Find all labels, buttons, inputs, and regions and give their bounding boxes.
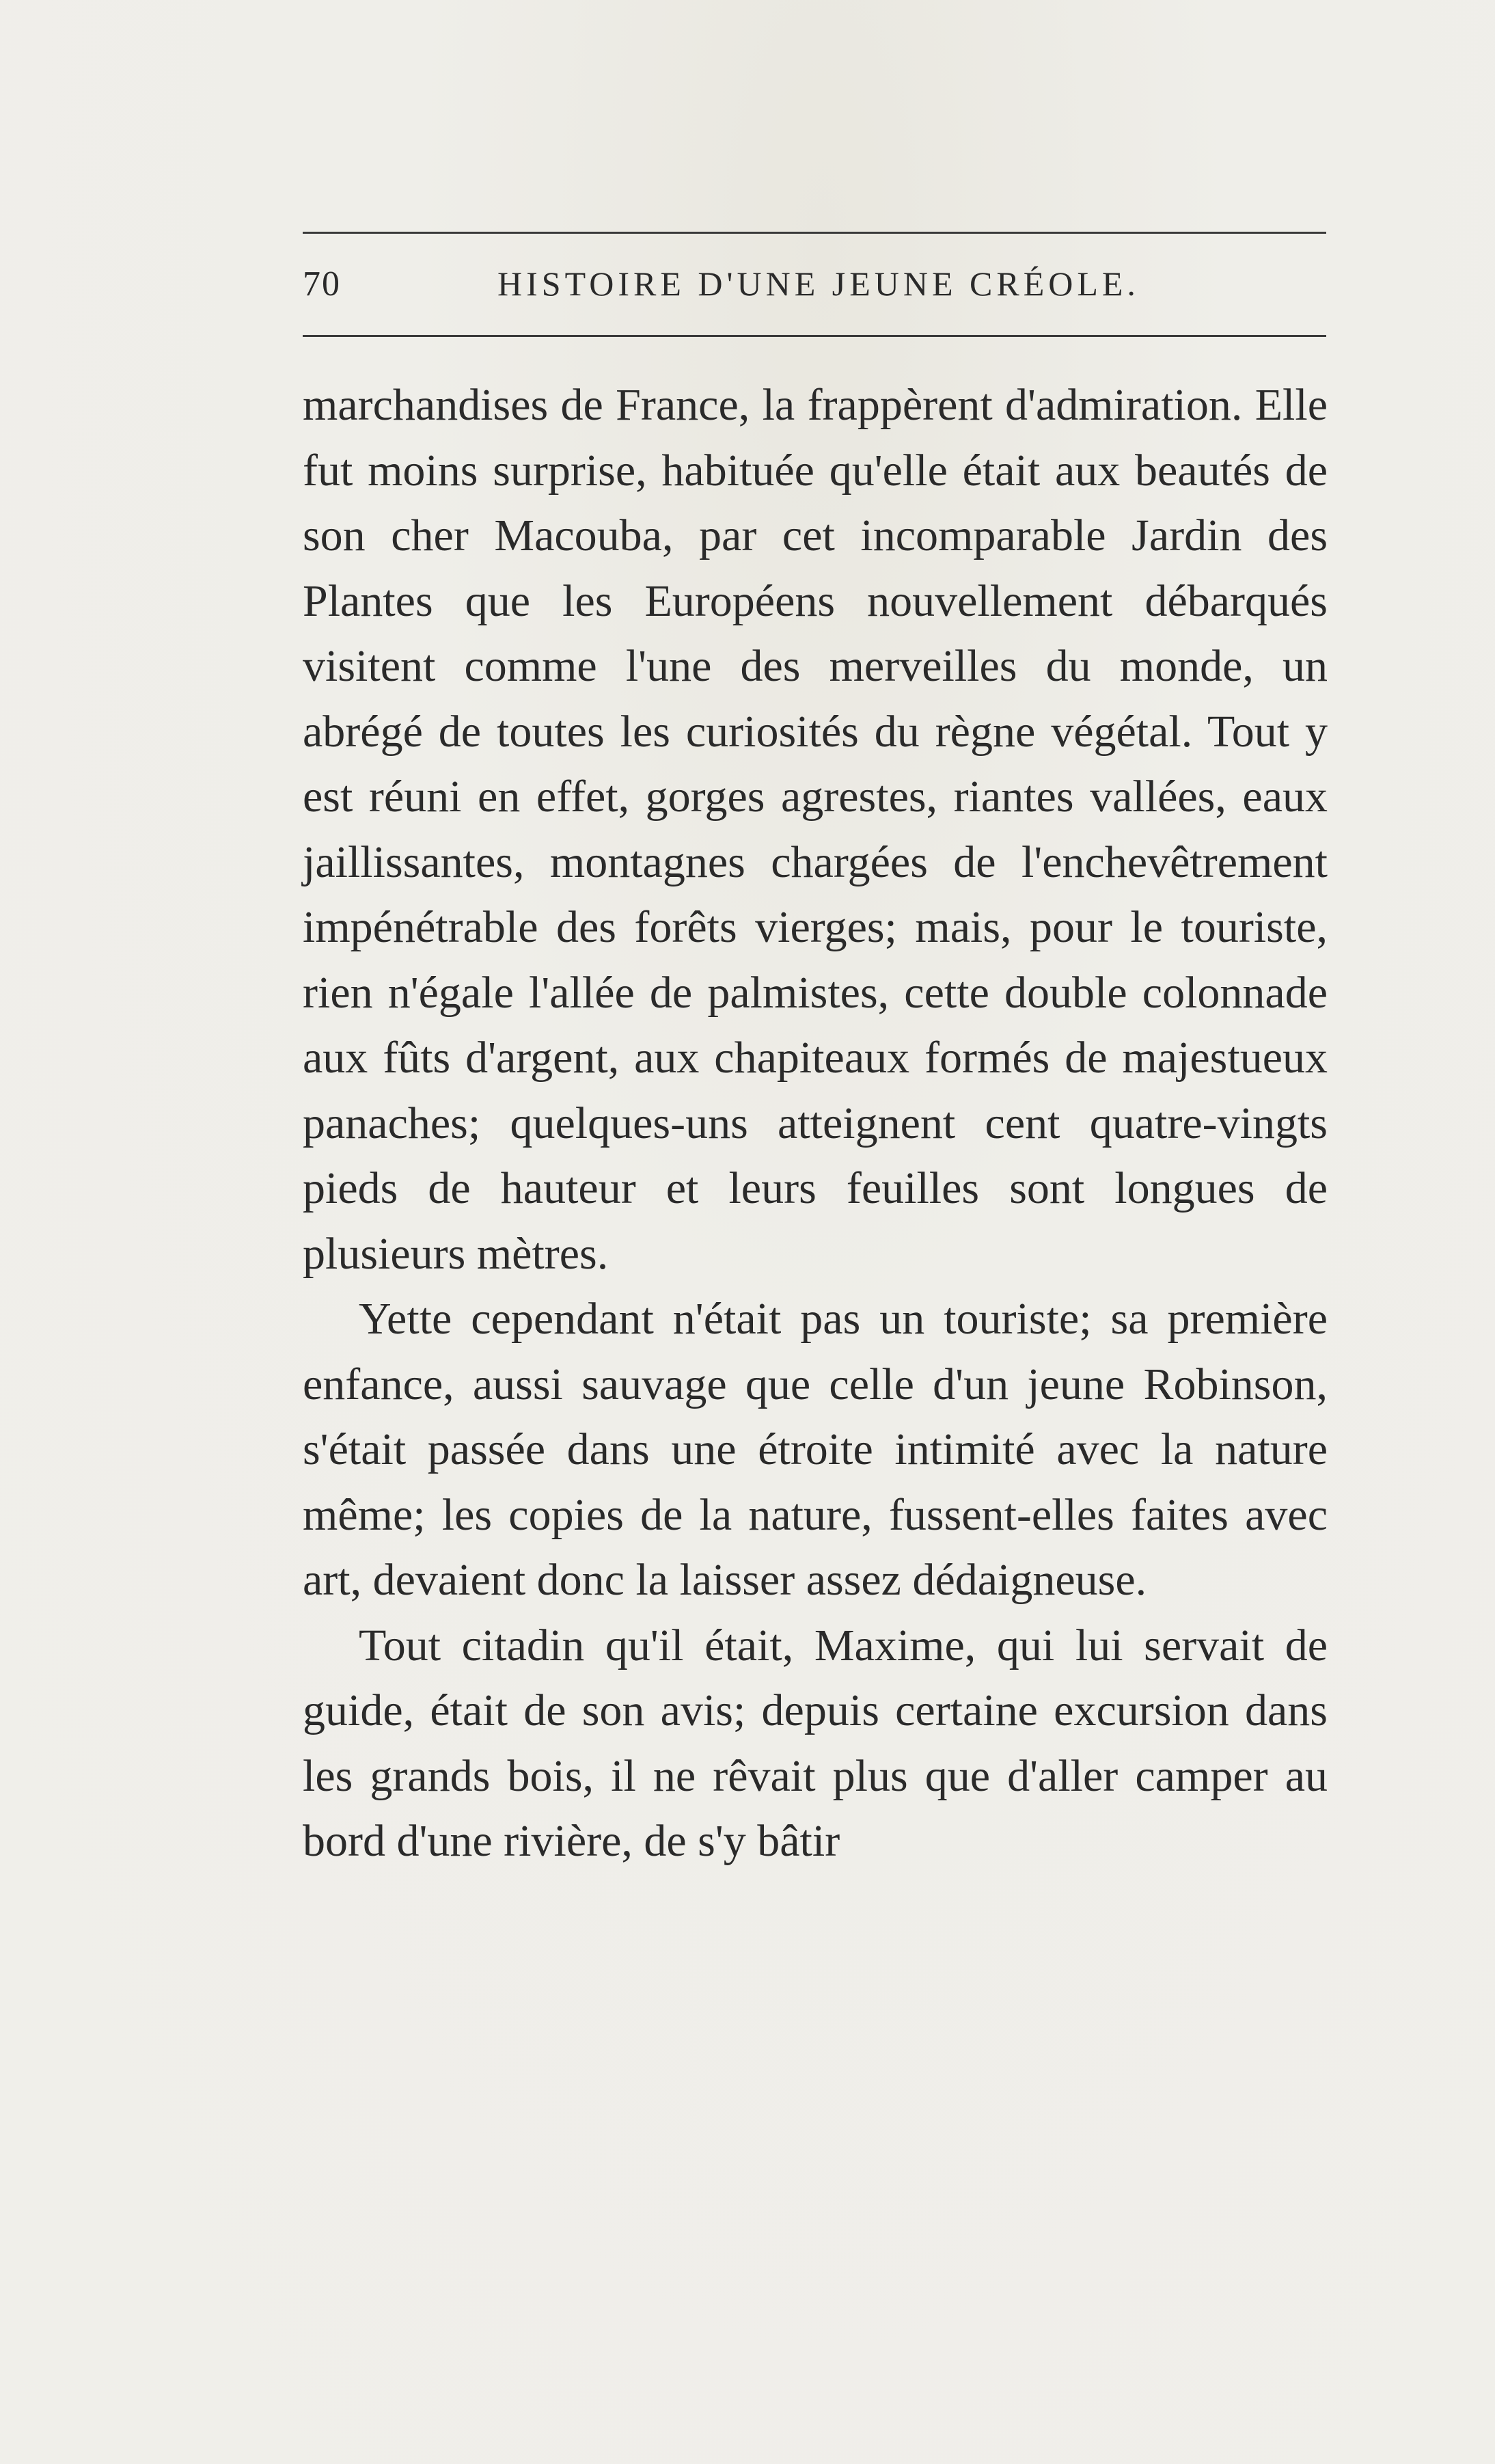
page-number: 70 [303, 265, 341, 303]
header-rule-bottom [303, 335, 1326, 337]
paragraph-yette: Yette cependant n'était pas un touriste; sa première enfance, aussi sauvage que celle d'un jeune Robinson, s'était passée dans une étroite intimité avec la nature même; les copies de la nature, fussent-elles faites avec art, devaient donc la laisser assez dédaigneuse. [303, 1294, 1328, 1605]
header-rule-top [303, 232, 1326, 234]
paragraph-maxime: Tout citadin qu'il était, Maxime, qui lui servait de guide, était de son avis; depuis certaine excursion dans les grands bois, il ne rêvait plus que d'aller camper au bord d'une rivière, de s'y bâtir [303, 1620, 1328, 1866]
body-text [303, 373, 1328, 1874]
running-title: HISTOIRE D'UNE JEUNE CRÉOLE. [497, 265, 1140, 303]
running-header [303, 264, 1326, 312]
paragraph-continued: marchandises de France, la frappèrent d'admiration. Elle fut moins surprise, habituée qu'elle était aux beautés de son cher Macouba, par cet incomparable Jardin des Plantes que les Européens nouvellement débarqués visitent comme l'une des merveilles du monde, un abrégé de toutes les curiosités du règne végétal. Tout y est réuni en effet, gorges agrestes, riantes vallées, eaux jaillissantes, montagnes chargées de l'enchevêtrement impénétrable des forêts vierges; mais, pour le touriste, rien n'égale l'allée de palmistes, cette double colonnade aux fûts d'argent, aux chapiteaux formés de majestueux panaches; quelques-uns atteignent cent quatre-vingts pieds de hauteur et leurs feuilles sont longues de plusieurs mètres. [303, 380, 1328, 1279]
